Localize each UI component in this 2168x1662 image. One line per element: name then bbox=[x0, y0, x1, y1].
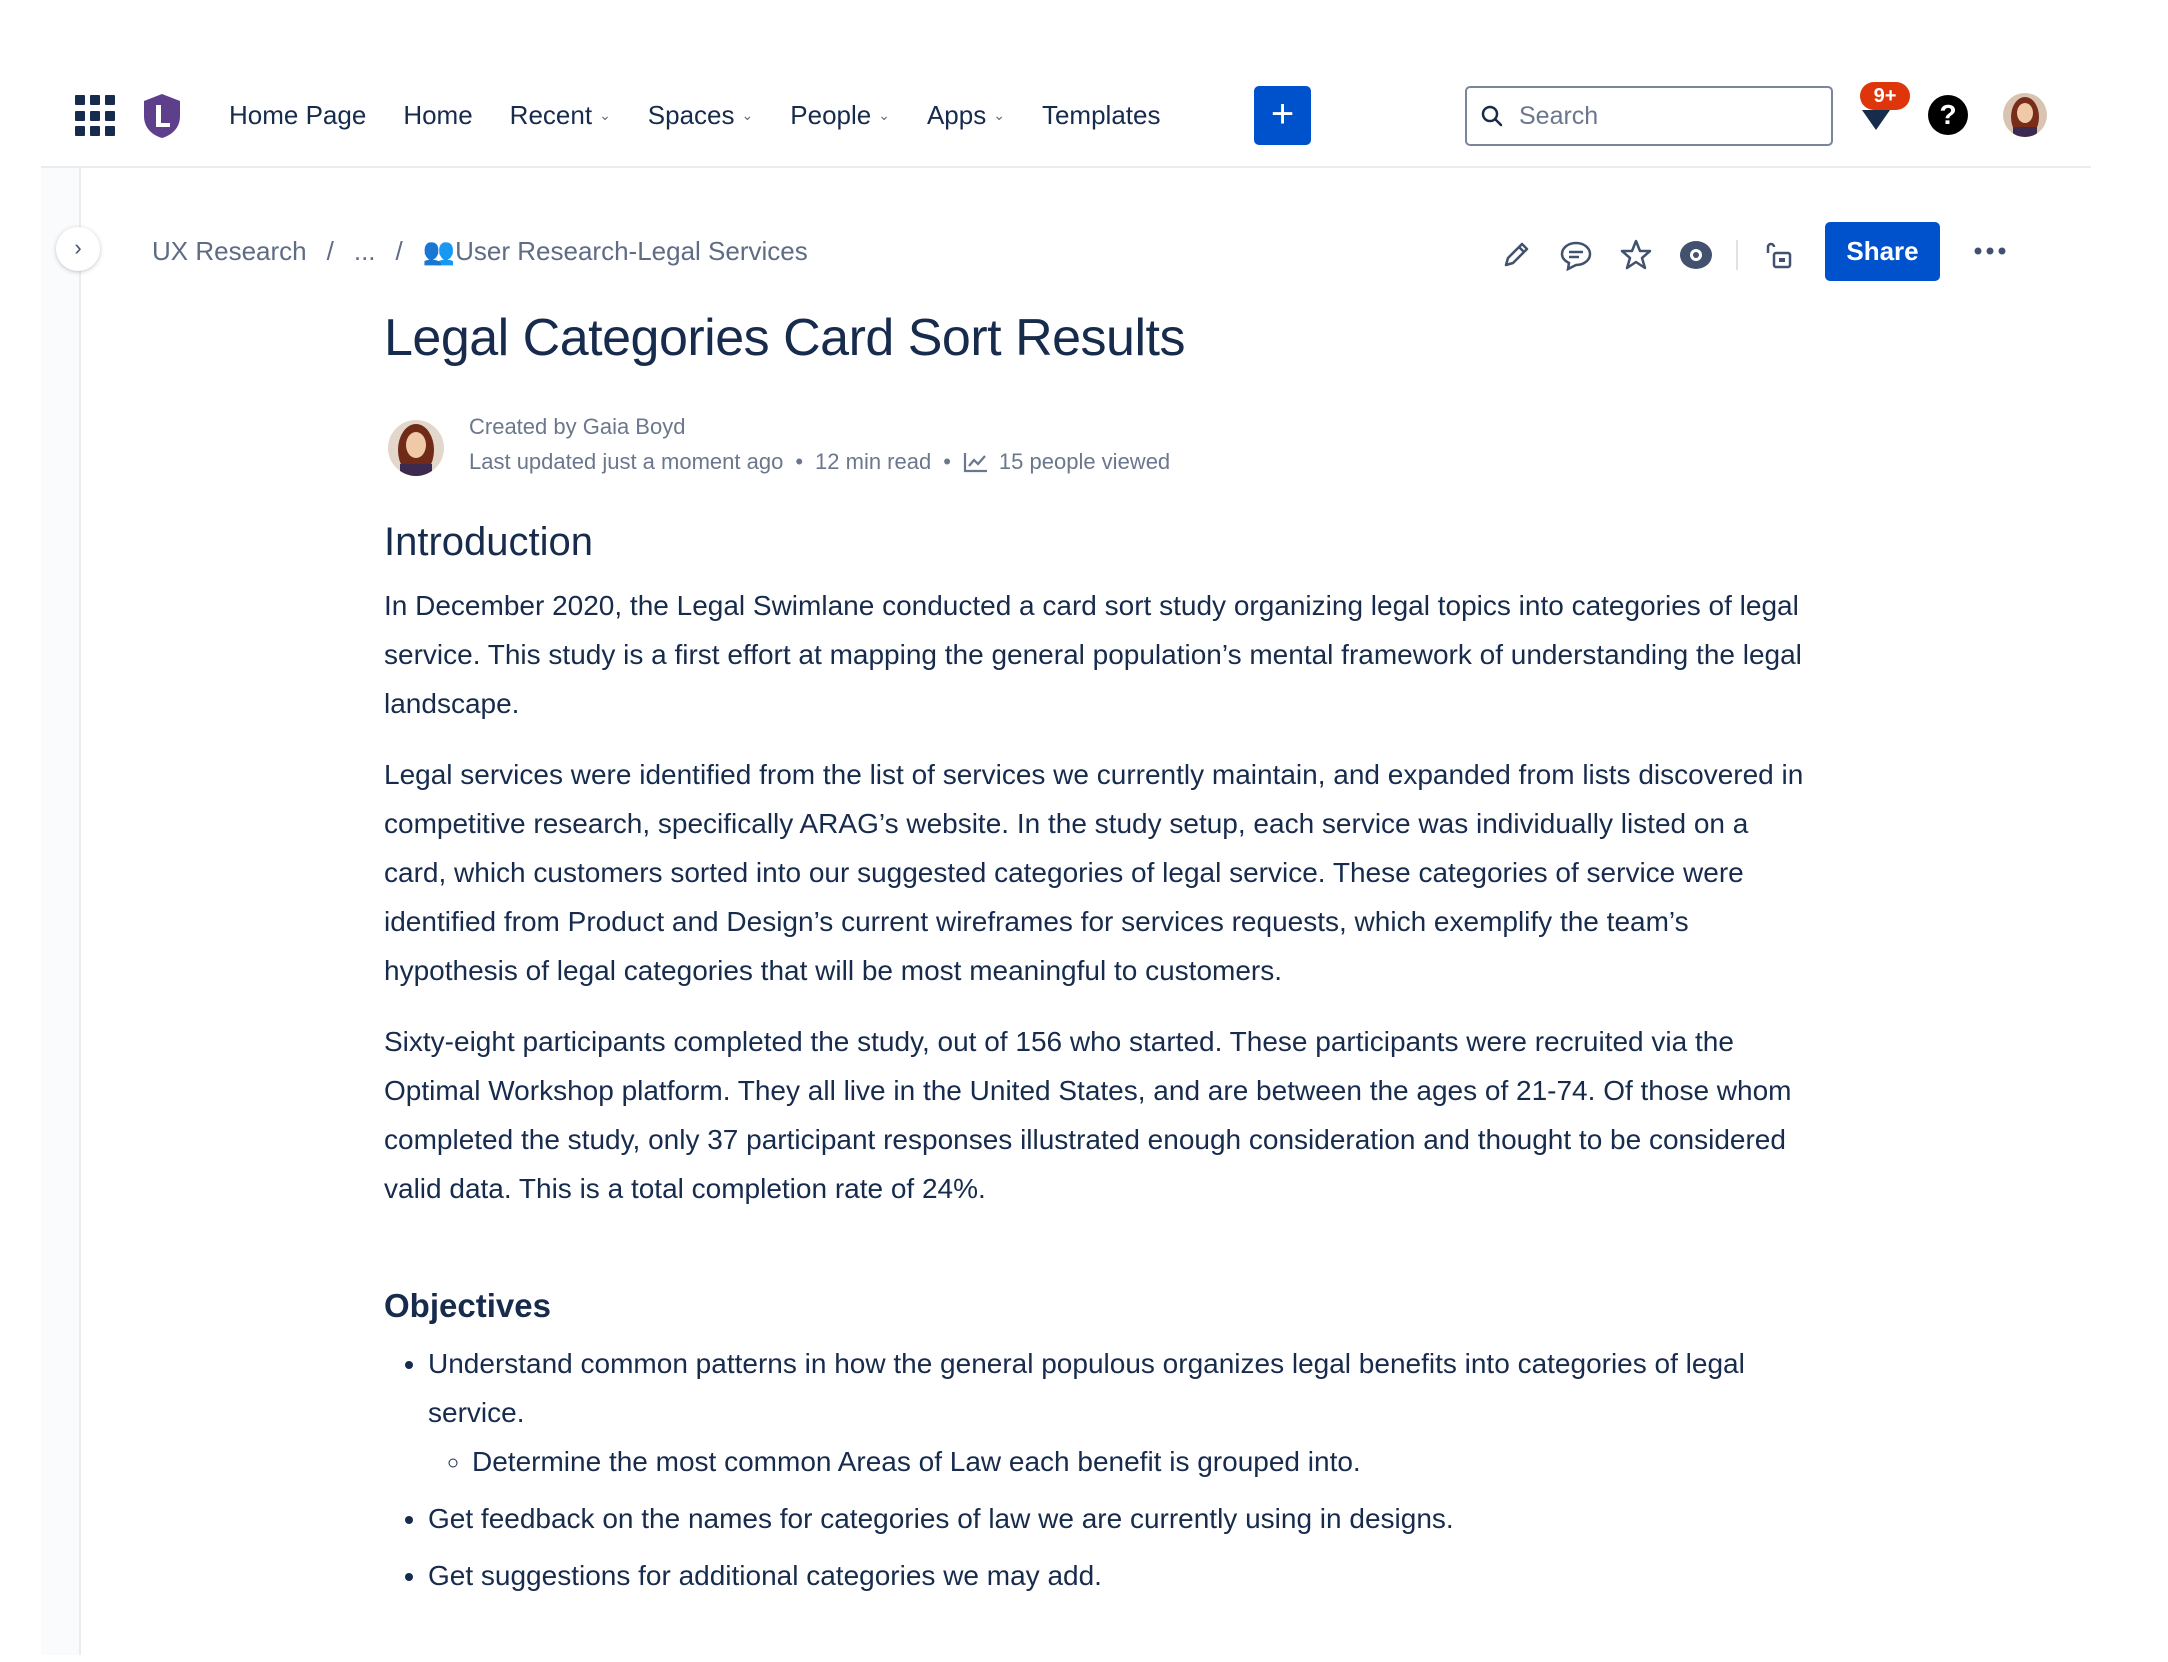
breadcrumb-separator: / bbox=[395, 236, 403, 266]
help-icon[interactable]: ? bbox=[1928, 95, 1968, 135]
author-avatar-image-icon bbox=[388, 420, 444, 476]
intro-paragraph: In December 2020, the Legal Swimlane conducted a card sort study organizing legal topics into categories of legal service. This study is a first effort at mapping the general population’s mental framework of understanding the legal landscape. bbox=[384, 590, 1802, 719]
comment-icon[interactable] bbox=[1556, 235, 1596, 275]
share-button[interactable]: Share bbox=[1825, 222, 1940, 281]
analytics-icon bbox=[963, 451, 989, 473]
breadcrumb bbox=[152, 236, 808, 267]
created-by-text[interactable]: Created by Gaia Boyd bbox=[469, 414, 686, 439]
search-icon bbox=[1481, 105, 1503, 127]
breadcrumb-ellipsis-link[interactable]: ... bbox=[353, 236, 376, 266]
meta-separator: • bbox=[795, 449, 804, 474]
create-button[interactable]: + bbox=[1254, 86, 1311, 145]
edit-icon[interactable] bbox=[1496, 235, 1536, 275]
last-updated-text[interactable]: Last updated just a moment ago bbox=[469, 449, 784, 474]
search-box[interactable] bbox=[1465, 86, 1833, 146]
list-item: • Understand common patterns in how the general populous organizes legal benefits into categories of legal service. ◦ Determine the most common Areas of Law each benefit is grouped into. bbox=[428, 1339, 1804, 1486]
objectives-list bbox=[384, 1339, 1804, 1600]
search-input[interactable] bbox=[1517, 101, 1801, 132]
sidebar-rail bbox=[41, 168, 81, 1662]
breadcrumb-space-link[interactable]: UX Research bbox=[152, 236, 307, 266]
nav-home-page[interactable]: Home Page bbox=[229, 99, 367, 130]
chevron-down-icon: ⌄ bbox=[878, 106, 890, 123]
more-icon[interactable] bbox=[1970, 236, 2010, 266]
meta-separator: • bbox=[943, 449, 951, 474]
watch-icon[interactable] bbox=[1676, 235, 1716, 275]
page-actions bbox=[1496, 230, 1818, 280]
breadcrumb-page-link[interactable]: 👥User Research-Legal Services bbox=[422, 236, 808, 266]
page-title: Legal Categories Card Sort Results bbox=[384, 309, 1185, 367]
sub-objectives-list bbox=[428, 1437, 1804, 1486]
chevron-down-icon: ⌄ bbox=[993, 106, 1005, 123]
read-time-text: 12 min read bbox=[815, 449, 932, 474]
views-text[interactable]: 15 people viewed bbox=[998, 449, 1171, 474]
app-switcher-icon[interactable] bbox=[75, 95, 117, 137]
user-avatar[interactable] bbox=[2003, 93, 2047, 137]
expand-sidebar-chevron-right-icon[interactable]: › bbox=[56, 227, 100, 271]
window-bottom-edge bbox=[0, 1655, 2168, 1662]
nav-recent-dropdown[interactable]: Recent ⌄ bbox=[509, 99, 611, 130]
nav-apps-dropdown[interactable]: Apps ⌄ bbox=[926, 99, 1005, 130]
main-nav bbox=[229, 95, 1197, 135]
star-icon[interactable] bbox=[1616, 235, 1656, 275]
chevron-down-icon: ⌄ bbox=[599, 106, 611, 123]
intro-paragraph: Legal services were identified from the list of services we currently maintain, and expanded from lists discovered in competitive research, specifically ARAG’s website. In the study setup, each service was individually listed on a card, which customers sorted into our suggested categories of legal service. These categories of service were identified from Product and Design’s current wireframes for services requests, which exemplify the team’s hypothesis of legal categories that will be most meaningful to customers. bbox=[384, 759, 1804, 986]
objectives-heading: Objectives bbox=[384, 1287, 551, 1324]
introduction-heading: Introduction bbox=[384, 520, 594, 564]
breadcrumb-separator: / bbox=[326, 236, 334, 266]
nav-spaces-dropdown[interactable]: Spaces ⌄ bbox=[647, 99, 754, 130]
avatar-image-icon bbox=[2003, 93, 2047, 137]
actions-divider bbox=[1736, 240, 1738, 270]
nav-people-dropdown[interactable]: People ⌄ bbox=[790, 99, 890, 130]
nav-templates[interactable]: Templates bbox=[1041, 99, 1161, 130]
chevron-down-icon: ⌄ bbox=[741, 106, 754, 123]
notification-badge: 9+ bbox=[1860, 82, 1910, 110]
list-item: • Get feedback on the names for categories of law we are currently using in designs. bbox=[428, 1494, 1804, 1543]
page-meta bbox=[469, 449, 1170, 475]
site-logo-icon[interactable] bbox=[140, 92, 184, 140]
nav-home[interactable]: Home bbox=[403, 99, 473, 130]
page-content bbox=[384, 520, 1804, 1608]
author-avatar[interactable] bbox=[388, 420, 444, 476]
restrictions-unlock-icon[interactable] bbox=[1758, 235, 1798, 275]
list-item: ◦ Determine the most common Areas of Law each benefit is grouped into. bbox=[472, 1437, 1804, 1486]
list-item: • Get suggestions for additional categories we may add. bbox=[428, 1551, 1804, 1600]
intro-paragraph: Sixty-eight participants completed the study, out of 156 who started. These participants were recruited via the Optimal Workshop platform. They all live in the United States, and are between the ages of 21-74. Of those whom completed the study, only 37 participant responses illustrated enough consideration and thought to be considered valid data. This is a total completion rate of 24%. bbox=[384, 1026, 1792, 1204]
